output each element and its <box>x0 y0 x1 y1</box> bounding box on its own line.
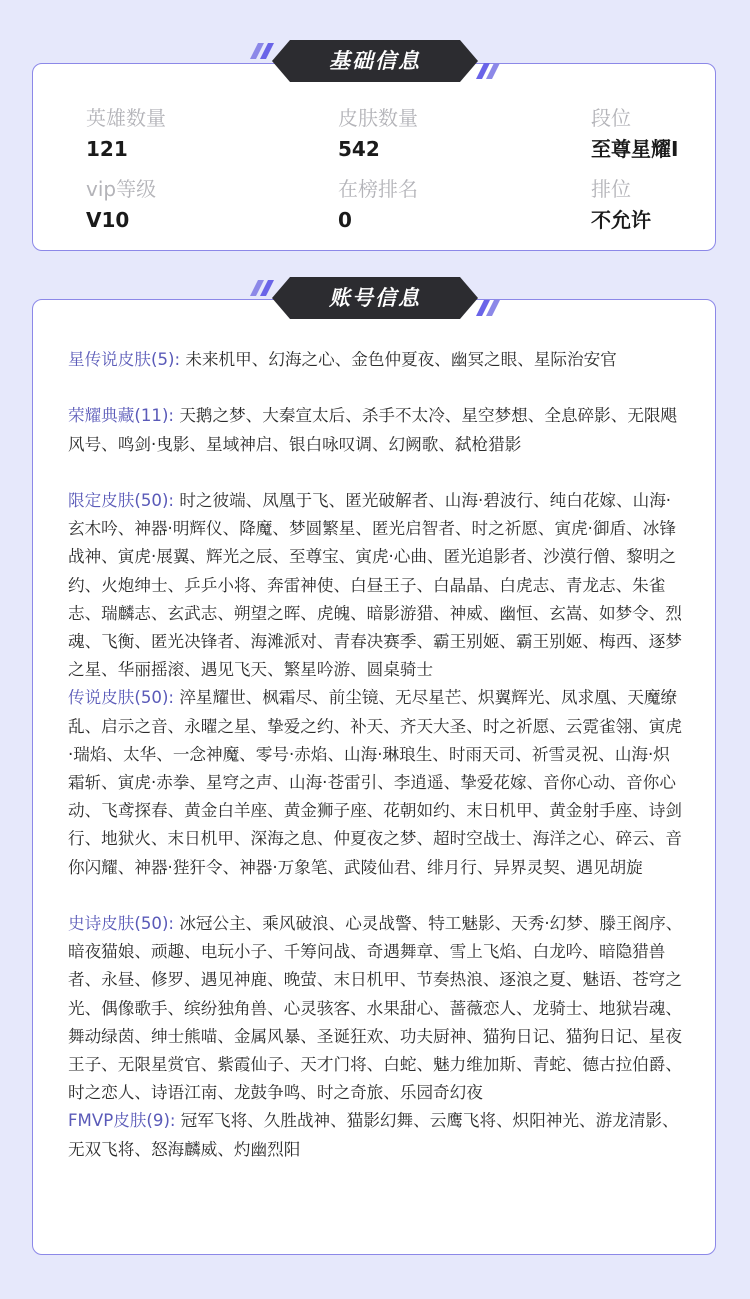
section-items: 天鹅之梦、大秦宣太后、杀手不太冷、星空梦想、全息碎影、无限飓风号、鸣剑·曳影、星域神启、银白咏叹调、幻阙歌、弑枪猎影 <box>68 406 678 454</box>
stat-label: 皮肤数量 <box>338 106 418 130</box>
section-head: 星传说皮肤(5): <box>68 350 181 369</box>
stat-ranked <box>591 175 651 234</box>
basic-info-banner <box>250 37 500 85</box>
account-info-title: 账号信息 <box>329 286 421 310</box>
stat-value: 542 <box>338 137 380 161</box>
stat-label: 排位 <box>591 177 631 201</box>
section-head: 史诗皮肤(50): <box>68 914 175 934</box>
stat-value: 0 <box>338 208 352 232</box>
stat-vip-level <box>86 175 156 234</box>
section-head: 荣耀典藏(11): <box>68 406 175 426</box>
stat-label: 段位 <box>591 106 631 130</box>
section-head: FMVP皮肤(9): <box>68 1111 176 1131</box>
basic-info-title: 基础信息 <box>329 49 421 73</box>
section-items: 未来机甲、幻海之心、金色仲夏夜、幽冥之眼、星际治安官 <box>185 350 617 369</box>
section-items: 时之彼端、凤凰于飞、匿光破解者、山海·碧波行、纯白花嫁、山海·玄木吟、神器·明辉仪、降魔、梦圆繁星、匿光启智者、时之祈愿、寅虎·御盾、冰锋战神、寅虎·展翼、辉光之辰、至尊宝、寅虎·心曲、匿光追影者、沙漠行僧、黎明之约、火炮绅士、乒乒小将、奔雷神使、白昼王子、白晶晶、白虎志、青龙志、朱雀志、瑞麟志、玄武志、朔望之晖、虎魄、暗影游猎、神威、幽恒、玄嵩、如梦令、烈魂、飞衡、匿光决锋者、海滩派对、青春决赛季、霸王别姬、霸王别姬、梅西、逐梦之星、华丽摇滚、遇见飞天、繁星吟游、圆桌骑士 <box>68 490 682 680</box>
section-star-legend <box>68 346 686 374</box>
stat-value: 不允许 <box>591 208 651 232</box>
skin-list <box>68 346 686 1164</box>
section-fmvp <box>68 1107 686 1163</box>
stat-value: 121 <box>86 137 128 161</box>
section-head: 限定皮肤(50): <box>68 490 175 510</box>
account-info-card <box>32 299 716 1255</box>
section-epic <box>68 910 686 1107</box>
stat-value: V10 <box>86 208 130 232</box>
section-legend <box>68 684 686 881</box>
section-items: 淬星耀世、枫霜尽、前尘镜、无尽星芒、炽翼辉光、凤求凰、天魔缭乱、启示之音、永曜之星、挚爱之约、补天、齐天大圣、时之祈愿、云霓雀翎、寅虎·瑞焰、太华、一念神魔、零号·赤焰、山海·琳琅生、时雨天司、祈雪灵祝、山海·炽霜斩、寅虎·赤拳、星穹之声、山海·苍雷引、李逍遥、挚爱花嫁、音你心动、音你心动、飞鸢探春、黄金白羊座、黄金狮子座、花朝如约、末日机甲、黄金射手座、诗剑行、地狱火、末日机甲、深海之息、仲夏夜之梦、超时空战士、海洋之心、碎云、音你闪耀、神器·狴犴令、神器·万象笔、武陵仙君、绯月行、异界灵契、遇见胡旋 <box>68 688 682 877</box>
stat-label: vip等级 <box>86 177 157 201</box>
stat-label: 在榜排名 <box>338 177 418 201</box>
section-head: 传说皮肤(50): <box>68 688 175 708</box>
account-info-banner <box>250 274 500 322</box>
section-limited <box>68 487 686 684</box>
stat-hero-count <box>86 104 166 163</box>
stat-skin-count <box>338 104 418 163</box>
stat-value: 至尊星耀I <box>591 137 679 161</box>
stat-leaderboard-rank <box>338 175 418 234</box>
basic-info-card <box>32 63 716 251</box>
section-items: 冰冠公主、乘风破浪、心灵战警、特工魅影、天秀·幻梦、滕王阁序、暗夜猫娘、顽趣、电玩小子、千筹问战、奇遇舞章、雪上飞焰、白龙吟、暗隐猎兽者、永昼、修罗、遇见神鹿、晚萤、末日机甲、节奏热浪、逐浪之夏、魅语、苍穹之光、偶像歌手、缤纷独角兽、心灵骇客、水果甜心、蔷薇恋人、龙骑士、地狱岩魂、舞动绿茵、绅士熊喵、金属风暴、圣诞狂欢、功夫厨神、猫狗日记、猫狗日记、星夜王子、无限星赏官、紫霞仙子、天才门将、白蛇、魅力维加斯、青蛇、德古拉伯爵、时之恋人、诗语江南、龙鼓争鸣、时之奇旅、乐园奇幻夜 <box>68 914 683 1103</box>
stat-label: 英雄数量 <box>86 106 166 130</box>
section-glory-collection <box>68 402 686 458</box>
stat-rank-tier <box>591 104 678 163</box>
section-items: 冠军飞将、久胜战神、猫影幻舞、云鹰飞将、炽阳神光、游龙清影、无双飞将、怒海麟威、灼幽烈阳 <box>68 1111 679 1159</box>
